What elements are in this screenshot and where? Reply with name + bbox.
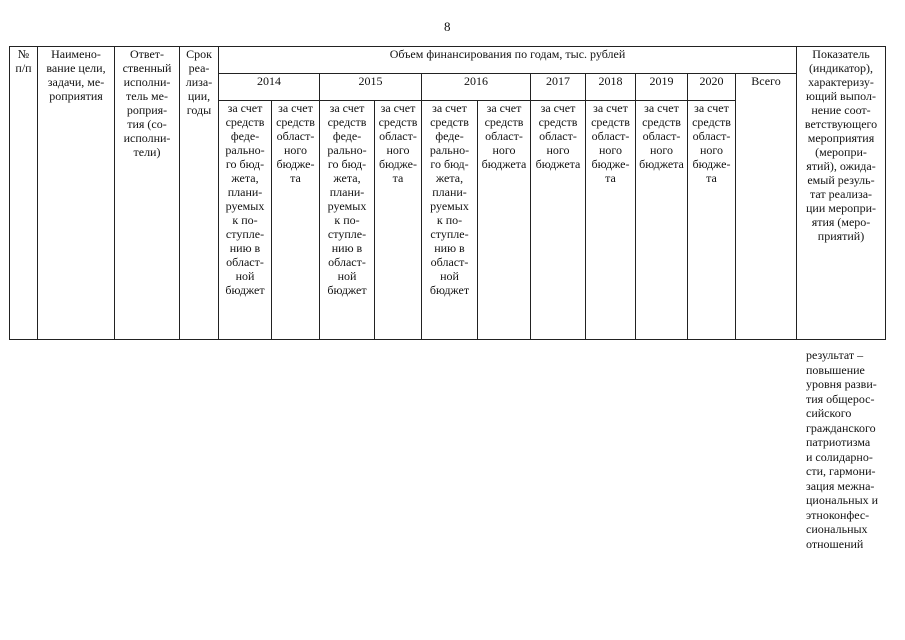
sub-2019-regional: за счет средств област- ного бюджета	[636, 101, 688, 340]
col-header-total: Всего	[736, 74, 797, 340]
col-header-indicator: Показатель (индикатор), характеризу- ющий выпол- нение соот- ветствующего мероприятия (меропри- ятий), ожида- емый резуль- тат реализа- ции меропри- ятия (меро- приятий)	[797, 47, 886, 340]
sub-2015-federal: за счет средств феде- рально- го бюд- жета, плани- руемых к по- ступле- нию в област- ной бюджет	[320, 101, 375, 340]
col-header-name: Наимено- вание цели, задачи, ме- роприятия	[38, 47, 115, 340]
year-2014: 2014	[219, 74, 320, 101]
financing-table-header	[9, 46, 886, 340]
col-header-number: № п/п	[10, 47, 38, 340]
year-2017: 2017	[531, 74, 586, 101]
result-text: результат – повышение уровня разви- тия общерос- сийского гражданского патриотизма и солидарно- сти, гармони- зация межна- циональных и этноконфес- сиональных отношений	[806, 348, 879, 551]
sub-2016-regional: за счет средств област- ного бюджета	[478, 101, 531, 340]
year-2015: 2015	[320, 74, 422, 101]
sub-2018-regional: за счет средств област- ного бюдже- та	[586, 101, 636, 340]
year-2016: 2016	[422, 74, 531, 101]
sub-2014-regional: за счет средств област- ного бюдже- та	[272, 101, 320, 340]
page-number: 8	[444, 19, 451, 34]
col-header-responsible: Ответ- ственный исполни- тель ме- роприя- тия (со- исполни- тели)	[115, 47, 180, 340]
sub-2015-regional: за счет средств област- ного бюдже- та	[375, 101, 422, 340]
sub-2017-regional: за счет средств област- ного бюджета	[531, 101, 586, 340]
sub-2016-federal: за счет средств феде- рально- го бюд- жета, плани- руемых к по- ступле- нию в област- ной бюджет	[422, 101, 478, 340]
year-2018: 2018	[586, 74, 636, 101]
col-header-term: Срок реа- лиза- ции, годы	[180, 47, 219, 340]
year-2020: 2020	[688, 74, 736, 101]
sub-2014-federal: за счет средств феде- рально- го бюд- жета, плани- руемых к по- ступле- нию в област- ной бюджет	[219, 101, 272, 340]
col-header-volume: Объем финансирования по годам, тыс. рублей	[219, 47, 797, 74]
year-2019: 2019	[636, 74, 688, 101]
sub-2020-regional: за счет средств област- ного бюдже- та	[688, 101, 736, 340]
